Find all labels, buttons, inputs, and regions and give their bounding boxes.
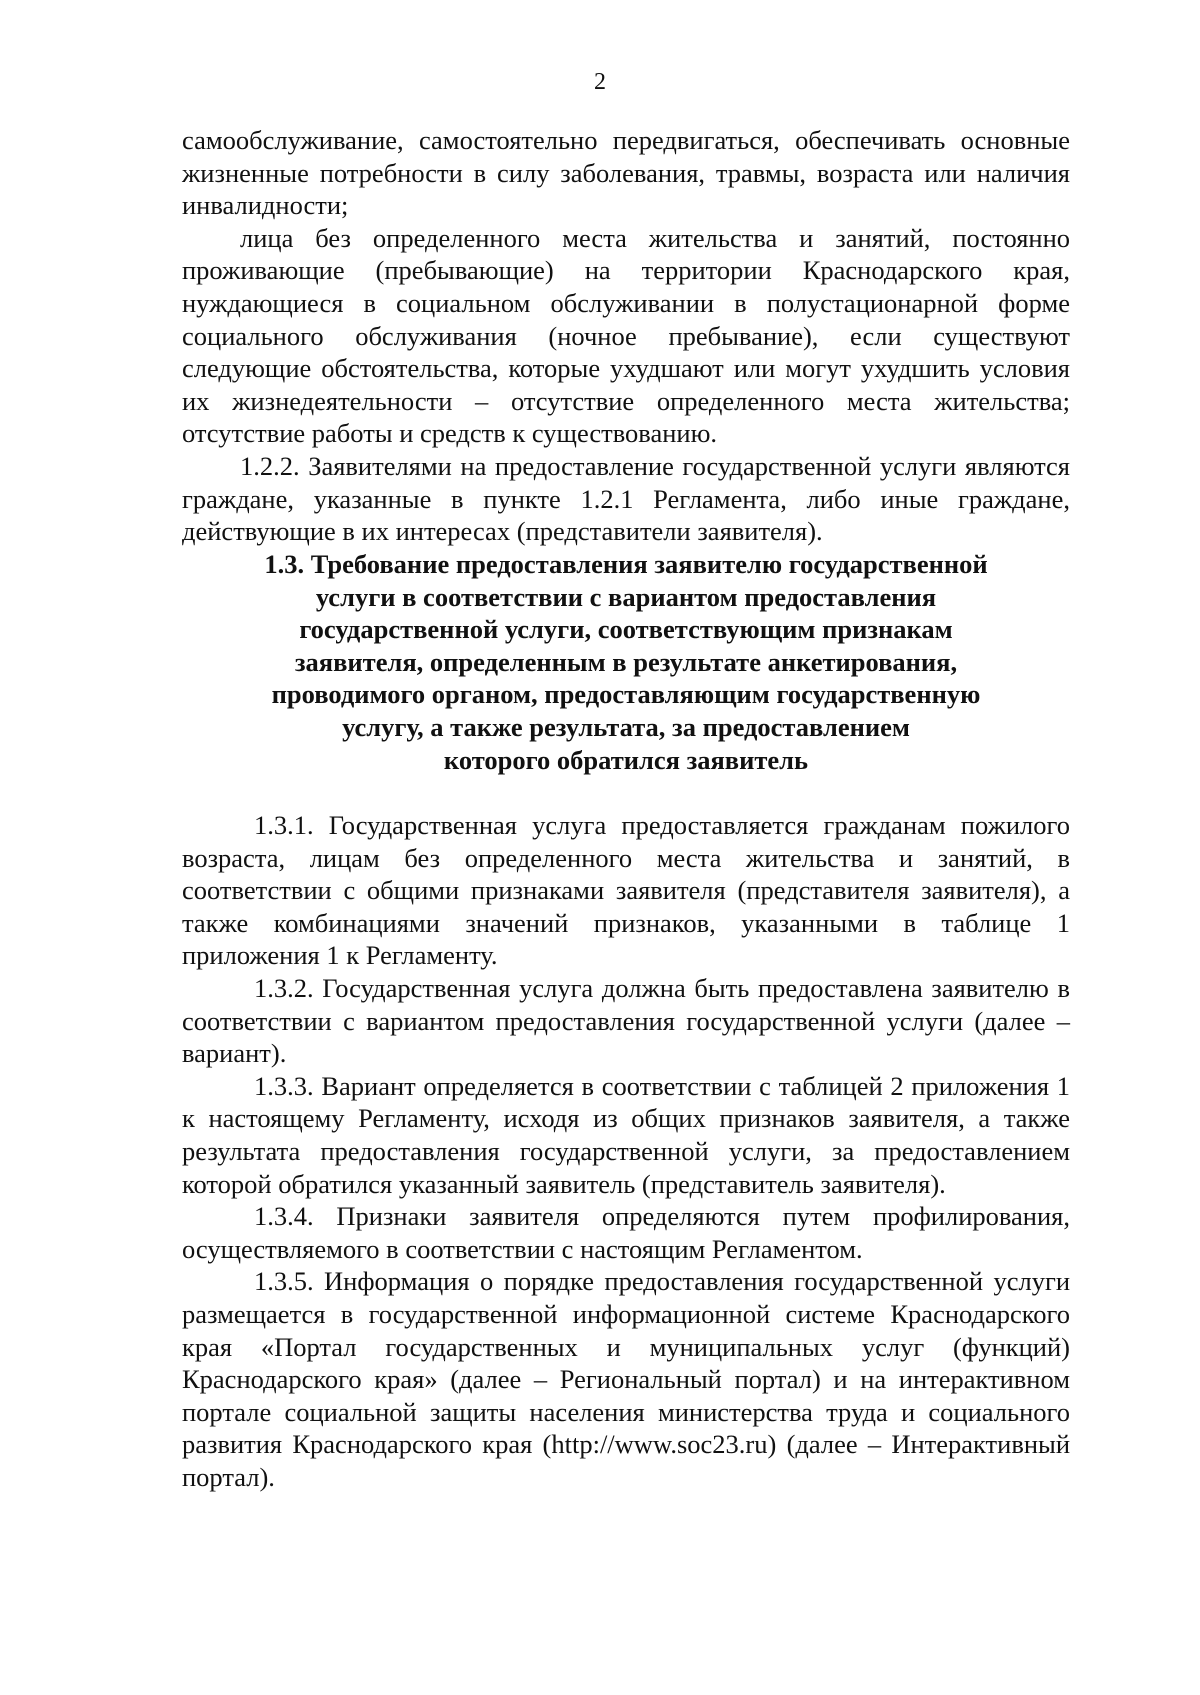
section-heading-1-3 bbox=[182, 548, 1070, 776]
paragraph-homeless-persons: лица без определенного места жительства и занятий, постоянно проживающие (пребывающие) на территории Краснодарского края, нуждающиеся в социальном обслуживании в полустационарной форме социального обслуживания (ночное пребывание), если существуют следующие обстоятельства, которые ухудшают или могут ухудшить условия их жизнедеятельности – отсутствие определенного места жительства; отсутствие работы и средств к существованию. bbox=[182, 222, 1070, 449]
paragraph-1-2-2: 1.2.2. Заявителями на предоставление государственной услуги являются граждане, указанные в пункте 1.2.1 Регламента, либо иные граждане, действующие в их интересах (представители заявителя). bbox=[182, 450, 1070, 547]
paragraph-1-3-1: 1.3.1. Государственная услуга предоставляется гражданам пожилого возраста, лицам без определенного места жительства и занятий, в соответствии с общими признаками заявителя (представителя заявителя), а также комбинациями значений признаков, указанными в таблице 1 приложения 1 к Регламенту. bbox=[182, 810, 1070, 971]
paragraph-1-3-3: 1.3.3. Вариант определяется в соответствии с таблицей 2 приложения 1 к настоящему Регламенту, исходя из общих признаков заявителя, а также результата предоставления государственной услуги, за предоставлением которой обратился указанный заявитель (представитель заявителя). bbox=[182, 1070, 1070, 1199]
heading-line: проводимого органом, предоставляющим государственную bbox=[271, 679, 981, 710]
page-number: 2 bbox=[594, 69, 606, 95]
heading-line: государственной услуги, соответствующим признакам bbox=[299, 614, 953, 645]
heading-line: услугу, а также результата, за предоставлением bbox=[342, 711, 910, 742]
paragraph-continuation: самообслуживание, самостоятельно передвигаться, обеспечивать основные жизненные потребности в силу заболевания, травмы, возраста или наличия инвалидности; bbox=[182, 125, 1070, 221]
heading-line: услуги в соответствии с вариантом предоставления bbox=[315, 581, 937, 612]
paragraph-1-3-4: 1.3.4. Признаки заявителя определяются путем профилирования, осуществляемого в соответствии с настоящим Регламентом. bbox=[182, 1201, 1070, 1264]
paragraph-1-3-5: 1.3.5. Информация о порядке предоставления государственной услуги размещается в государственной информационной системе Краснодарского края «Портал государственных и муниципальных услуг (функций) Краснодарского края» (далее – Региональный портал) и на интерактивном портале социальной защиты населения министерства труда и социального развития Краснодарского края (http://www.soc23.ru) (далее – Интерактивный портал). bbox=[182, 1266, 1070, 1492]
paragraph-1-3-2: 1.3.2. Государственная услуга должна быть предоставлена заявителю в соответствии с вариантом предоставления государственной услуги (далее – вариант). bbox=[182, 972, 1070, 1069]
top-text-block bbox=[182, 124, 1070, 548]
bottom-text-block bbox=[182, 809, 1070, 1493]
heading-line: которого обратился заявитель bbox=[443, 744, 809, 775]
heading-line: заявителя, определенным в результате анкетирования, bbox=[294, 646, 958, 677]
heading-line: 1.3. Требование предоставления заявителю государственной bbox=[264, 549, 988, 579]
